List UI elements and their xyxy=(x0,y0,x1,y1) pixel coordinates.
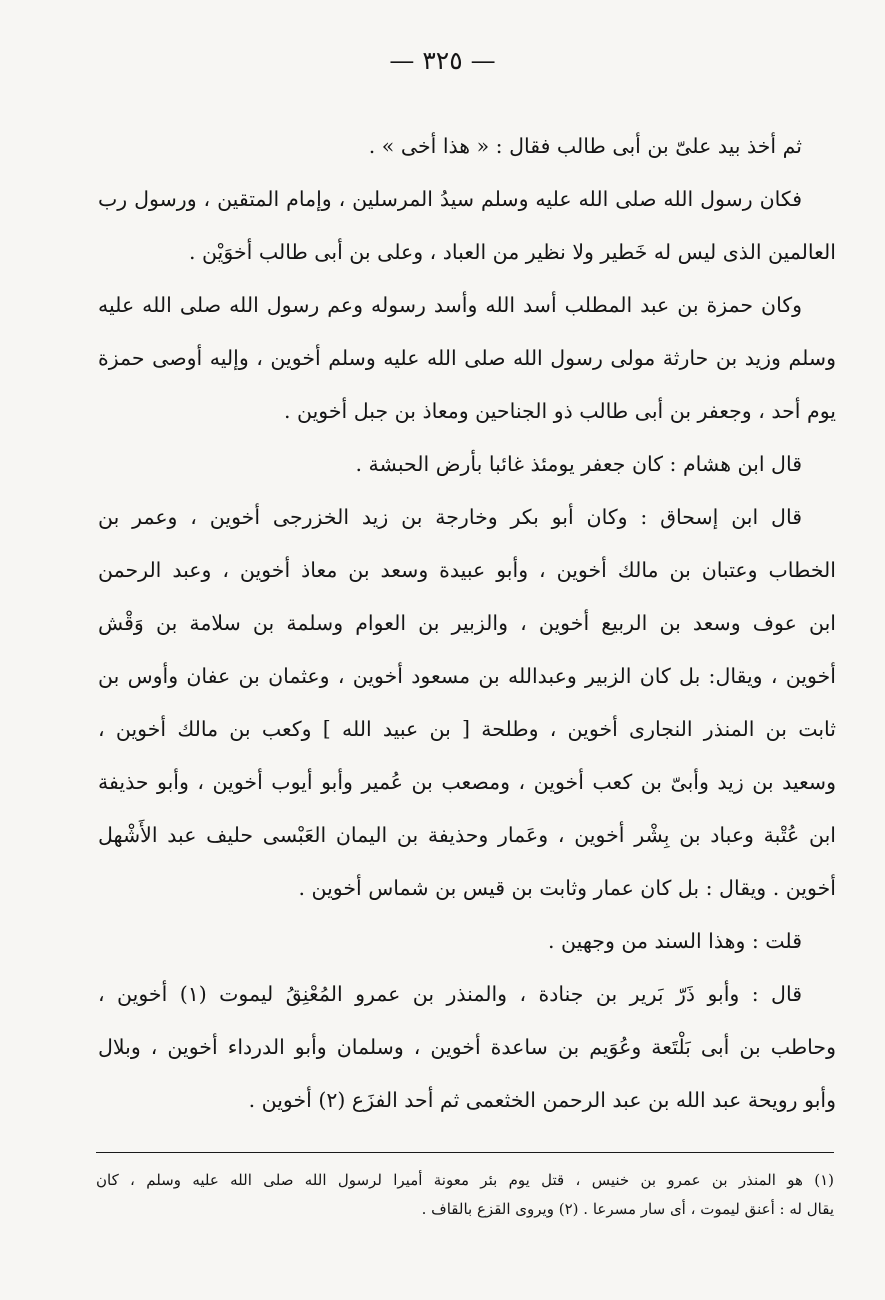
main-text xyxy=(98,120,836,1127)
text-line: فكان رسول الله صلى الله عليه وسلم سيدُ المرسلين ، وإمام المتقين ، ورسول رب xyxy=(98,187,802,211)
text-line: وكان حمزة بن عبد المطلب أسد الله وأسد رسوله وعم رسول الله صلى الله عليه xyxy=(98,293,802,317)
footnote-line: يقال له : أعنق ليموت ، أى سار مسرعا . (٢) ويروى القزع بالقاف . xyxy=(421,1200,834,1218)
text-line: ابن عُتْبة وعباد بن بِشْر أخوين ، وعَمار وحذيفة بن اليمان العَبْسى حليف عبد الأَشْهل xyxy=(98,823,836,847)
text-line: العالمين الذى ليس له خَطير ولا نظير من العباد ، وعلى بن أبى طالب أخوَيْن . xyxy=(189,240,836,264)
text-line: قلت : وهذا السند من وجهين . xyxy=(548,929,802,953)
text-line: قال ابن إسحاق : وكان أبو بكر وخارجة بن زيد الخزرجى أخوين ، وعمر بن xyxy=(98,505,802,529)
footnotes xyxy=(96,1166,834,1224)
text-line: ثم أخذ بيد علىّ بن أبى طالب فقال : « هذا أخى » . xyxy=(368,134,802,158)
text-line: الخطاب وعتبان بن مالك أخوين ، وأبو عبيدة وسعد بن معاذ أخوين ، وعبد الرحمن xyxy=(98,558,836,582)
text-line: وحاطب بن أبى بَلْتَعة وعُوَيم بن ساعدة أخوين ، وسلمان وأبو الدرداء أخوين ، وبلال xyxy=(98,1035,836,1059)
page-number: — ٣٢٥ — xyxy=(389,46,496,75)
footnote-separator xyxy=(96,1152,834,1153)
text-line: قال ابن هشام : كان جعفر يومئذ غائبا بأرض الحبشة . xyxy=(355,452,802,476)
text-line: ثابت بن المنذر النجارى أخوين ، وطلحة [ بن عبيد الله ] وكعب بن مالك أخوين ، xyxy=(98,717,836,741)
text-line: قال : وأبو ذَرّ بَرير بن جنادة ، والمنذر بن عمرو المُعْنِقُ ليموت (١) أخوين ، xyxy=(98,982,802,1006)
text-line: أخوين ، ويقال: بل كان الزبير وعبدالله بن مسعود أخوين ، وعثمان بن عفان وأوس بن xyxy=(98,664,836,688)
text-line: وسلم وزيد بن حارثة مولى رسول الله صلى الله عليه وسلم أخوين ، وإليه أوصى حمزة xyxy=(98,346,836,370)
text-line: وأبو رويحة عبد الله بن عبد الرحمن الخثعمى ثم أحد الفزَع (٢) أخوين . xyxy=(248,1088,836,1112)
text-line: أخوين . ويقال : بل كان عمار وثابت بن قيس بن شماس أخوين . xyxy=(298,876,836,900)
footnote-line: (١) هو المنذر بن عمرو بن خنيس ، قتل يوم بئر معونة أميرا لرسول الله صلى الله عليه وسلم ، كان xyxy=(96,1171,834,1189)
text-line: وسعيد بن زيد وأبىّ بن كعب أخوين ، ومصعب بن عُمير وأبو أيوب أخوين ، وأبو حذيفة xyxy=(98,770,836,794)
text-line: يوم أحد ، وجعفر بن أبى طالب ذو الجناحين ومعاذ بن جبل أخوين . xyxy=(283,399,836,423)
text-line: ابن عوف وسعد بن الربيع أخوين ، والزبير بن العوام وسلمة بن سلامة بن وَقْش xyxy=(98,611,836,635)
